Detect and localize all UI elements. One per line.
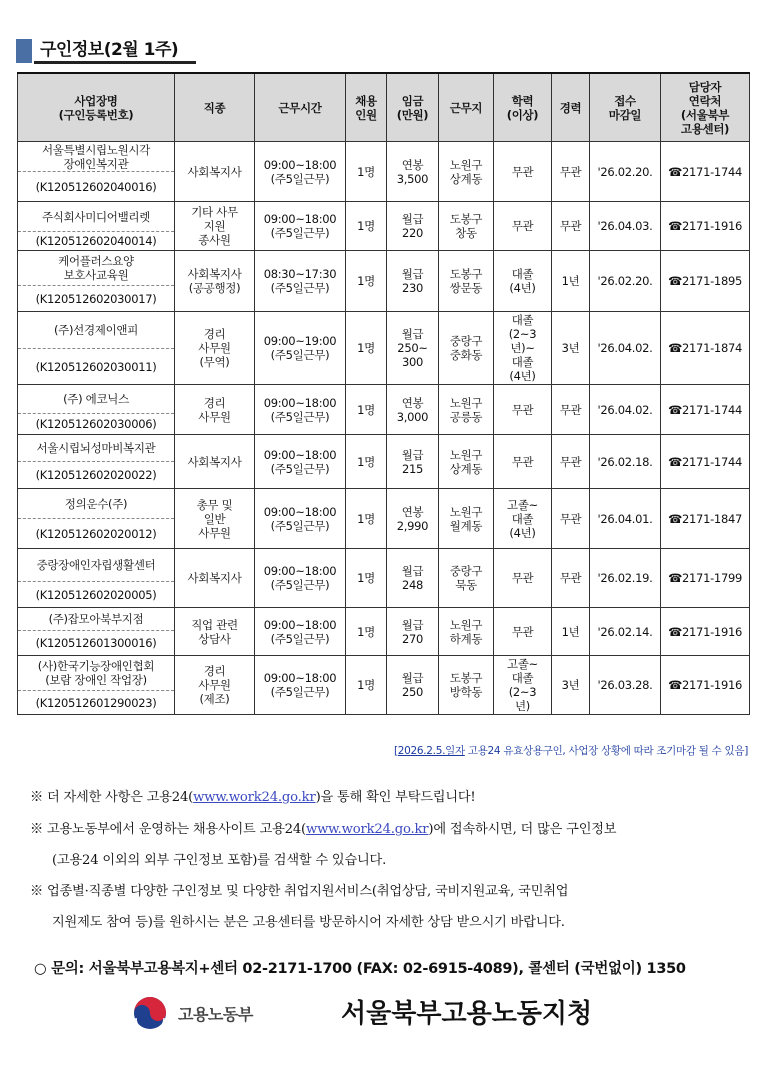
phone-icon: ☎ [667,678,683,692]
header-line: 연락처 [688,93,722,108]
cell-hire: 1명 [346,608,387,656]
phone-number: 2171-1916 [682,219,742,233]
header-line: (이상) [506,107,539,122]
phone-number: 2171-1799 [682,571,742,585]
cell-job: 사회복지사 [175,142,255,202]
table-row [18,385,750,414]
cell-hire: 1명 [346,142,387,202]
cell-career: 무관 [552,549,590,608]
info-line-1: ※ 더 자세한 사항은 고용24(www.work24.go.kr)을 통해 확인 부탁드립니다! [30,790,476,805]
cell-reg: (K120512602020022) [18,462,175,489]
cell-wage: 월급 220 [387,202,439,251]
cell-deadline: '26.04.02. [590,385,661,435]
cell-deadline: '26.02.20. [590,251,661,312]
cell-career: 무관 [552,202,590,251]
cell-edu: 고졸~ 대졸 (2~3 년) [494,656,552,715]
info-line-5: 지원제도 참여 등)를 원하시는 분은 고용센터를 방문하시어 자세한 상담 받으시기 바랍니다. [52,915,565,930]
cell-reg: (K120512602040016) [18,172,175,202]
cell-hours: 09:00~18:00 (주5일근무) [255,142,346,202]
header-deadline [590,73,661,142]
cell-loc: 노원구 월계동 [439,489,494,549]
header-job [175,73,255,142]
footnote-text: 고용24 유효상용구인, 사업장 상황에 따라 조기마감 될 수 있음] [464,745,748,757]
cell-job: 기타 사무 지원 종사원 [175,202,255,251]
cell-edu: 무관 [494,435,552,489]
phone-icon: ☎ [667,402,683,417]
header-line: 학력 [511,93,534,108]
work24-link[interactable]: www.work24.go.kr [193,790,316,805]
cell-phone [661,385,750,435]
cell-hours: 09:00~18:00 (주5일근무) [255,549,346,608]
cell-deadline: '26.04.03. [590,202,661,251]
header-line: 고용센터) [680,121,730,136]
cell-job: 사회복지사 [175,435,255,489]
cell-phone [661,656,750,715]
header-education [494,73,552,142]
table-row [18,202,750,232]
cell-deadline: '26.04.02. [590,312,661,385]
title-accent-bar [16,39,32,63]
cell-edu: 무관 [494,202,552,251]
header-contact [661,73,750,142]
cell-career: 무관 [552,385,590,435]
cell-reg: (K120512602020005) [18,582,175,608]
cell-hire: 1명 [346,549,387,608]
phone-icon: ☎ [667,511,683,526]
table-row [18,251,750,286]
phone-number: 2171-1744 [682,454,742,469]
cell-hire: 1명 [346,435,387,489]
cell-wage: 연봉 3,000 [387,385,439,435]
header-line: 마감일 [608,107,642,122]
office-name: 서울북부고용노동지청 [341,999,593,1029]
cell-hours: 09:00~18:00 (주5일근무) [255,656,346,715]
cell-phone [661,142,750,202]
header-line: (만원) [396,107,429,122]
header-hours [255,73,346,142]
cell-loc: 도봉구 쌍문동 [439,251,494,312]
cell-phone [661,608,750,656]
page-title-block [16,38,196,64]
cell-loc: 중랑구 묵동 [439,549,494,608]
work24-link[interactable]: www.work24.go.kr [305,822,429,837]
cell-name: (주) 에코닉스 [18,385,175,414]
cell-career: 1년 [552,608,590,656]
cell-job: 총무 및 일반 사무원 [175,489,255,549]
header-line: (서울북부 [680,107,730,122]
table-row [18,435,750,462]
phone-number: 2171-1744 [682,402,742,417]
info-line-4: ※ 업종별·직종별 다양한 구인정보 및 다양한 취업지원서비스(취업상담, 국비지원교육, 국민취업 [30,884,569,899]
cell-reg: (K120512602030011) [18,349,175,385]
cell-reg: (K120512602020012) [18,519,175,549]
info-line-3: (고용24 이외의 외부 구인정보 포함)를 검색할 수 있습니다. [52,853,387,868]
header-line: 경력 [559,100,582,115]
cell-edu: 무관 [494,385,552,435]
header-location [439,73,494,142]
table-row [18,608,750,631]
cell-reg: (K120512601300016) [18,631,175,656]
cell-wage: 월급 270 [387,608,439,656]
cell-job: 경리 사무원 [175,385,255,435]
header-line: 직종 [203,100,226,115]
cell-phone [661,202,750,251]
cell-reg: (K120512601290023) [18,691,175,715]
cell-edu: 대졸 (4년) [494,251,552,312]
cell-phone [661,251,750,312]
cell-loc: 노원구 상계동 [439,435,494,489]
cell-career: 무관 [552,489,590,549]
cell-hours: 09:00~19:00 (주5일근무) [255,312,346,385]
table-row [18,142,750,172]
cell-edu: 고졸~ 대졸 (4년) [494,489,552,549]
cell-deadline: '26.04.01. [590,489,661,549]
cell-deadline: '26.02.19. [590,549,661,608]
phone-icon: ☎ [667,341,683,355]
phone-icon: ☎ [667,274,683,288]
phone-icon: ☎ [667,219,683,233]
table-row [18,656,750,691]
cell-phone [661,312,750,385]
cell-career: 3년 [552,656,590,715]
cell-hours: 09:00~18:00 (주5일근무) [255,202,346,251]
header-line: 사업장명 [74,93,118,108]
cell-name: (사)한국기능장애인협회 (보람 장애인 작업장) [18,656,175,691]
cell-phone [661,489,750,549]
cell-phone [661,435,750,489]
cell-wage: 월급 248 [387,549,439,608]
cell-hire: 1명 [346,489,387,549]
cell-career: 3년 [552,312,590,385]
cell-name: 주식회사미디어밸리렛 [18,202,175,232]
phone-number: 2171-1847 [682,511,742,526]
cell-edu: 무관 [494,549,552,608]
ministry-name: 고용노동부 [178,1005,253,1024]
cell-edu: 무관 [494,608,552,656]
cell-name: 서울특별시립노원시각 장애인복지관 [18,142,175,172]
header-wage [387,73,439,142]
cell-hours: 09:00~18:00 (주5일근무) [255,489,346,549]
cell-job: 직업 관련 상담사 [175,608,255,656]
cell-loc: 도봉구 창동 [439,202,494,251]
header-line: 근무시간 [278,100,322,115]
cell-hire: 1명 [346,656,387,715]
phone-number: 2171-1895 [682,274,742,288]
header-line: 인원 [355,107,377,122]
header-line: (구인등록번호) [58,107,134,122]
cell-edu: 대졸 (2~3 년)~ 대졸 (4년) [494,312,552,385]
cell-job: 경리 사무원 (제조) [175,656,255,715]
cell-deadline: '26.02.18. [590,435,661,489]
job-listings-table [17,72,750,715]
cell-loc: 노원구 하계동 [439,608,494,656]
phone-number: 2171-1744 [682,164,742,179]
cell-deadline: '26.03.28. [590,656,661,715]
cell-phone [661,549,750,608]
cell-wage: 연봉 3,500 [387,142,439,202]
cell-career: 1년 [552,251,590,312]
table-row [18,489,750,519]
header-line: 근무지 [449,100,483,115]
cell-job: 사회복지사 (공공행정) [175,251,255,312]
phone-icon: ☎ [667,454,683,469]
cell-wage: 월급 215 [387,435,439,489]
cell-name: 정의운수(주) [18,489,175,519]
cell-job: 경리 사무원 (무역) [175,312,255,385]
cell-wage: 월급 250~ 300 [387,312,439,385]
cell-name: 케어플러스요양 보호사교육원 [18,251,175,286]
header-line: 담당자 [688,79,722,94]
cell-loc: 노원구 상계동 [439,142,494,202]
cell-loc: 노원구 공릉동 [439,385,494,435]
cell-name: (주)잡모아북부지점 [18,608,175,631]
phone-icon: ☎ [667,571,683,585]
cell-reg: (K120512602030017) [18,286,175,312]
header-line: 임금 [401,93,424,108]
cell-name: 중랑장애인자립생활센터 [18,549,175,582]
cell-job: 사회복지사 [175,549,255,608]
phone-icon: ☎ [667,624,683,639]
cell-hire: 1명 [346,251,387,312]
table-header-row [18,73,750,142]
info-line-2: ※ 고용노동부에서 운영하는 채용사이트 고용24(www.work24.go.kr)에 접속하시면, 더 많은 구인정보 [30,822,617,837]
cell-hours: 09:00~18:00 (주5일근무) [255,608,346,656]
cell-loc: 중랑구 중화동 [439,312,494,385]
cell-wage: 연봉 2,990 [387,489,439,549]
cell-wage: 월급 250 [387,656,439,715]
cell-hire: 1명 [346,385,387,435]
header-career [552,73,590,142]
cell-hire: 1명 [346,312,387,385]
cell-name: 서울시립뇌성마비복지관 [18,435,175,462]
cell-career: 무관 [552,142,590,202]
cell-wage: 월급 230 [387,251,439,312]
header-line: 접수 [614,93,636,108]
phone-number: 2171-1916 [682,624,742,639]
cell-hours: 09:00~18:00 (주5일근무) [255,435,346,489]
cell-edu: 무관 [494,142,552,202]
cell-hours: 09:00~18:00 (주5일근무) [255,385,346,435]
page-title: 구인정보(2월 1주) [34,39,196,64]
cell-hours: 08:30~17:30 (주5일근무) [255,251,346,312]
footnote-date: 2026.2.5.일자 [397,745,465,757]
cell-loc: 도봉구 방학동 [439,656,494,715]
header-line: 채용 [355,93,377,108]
cell-deadline: '26.02.14. [590,608,661,656]
phone-number: 2171-1916 [682,678,742,692]
cell-deadline: '26.02.20. [590,142,661,202]
table-row [18,549,750,582]
cell-career: 무관 [552,435,590,489]
footnote-bracket: [ [393,745,398,757]
table-row [18,312,750,349]
cell-hire: 1명 [346,202,387,251]
phone-icon: ☎ [667,164,683,179]
header-company [18,73,175,142]
cell-reg: (K120512602030006) [18,414,175,435]
header-hire [346,73,387,142]
contact-info: ○ 문의: 서울북부고용복지+센터 02-2171-1700 (FAX: 02-6915-4089), 콜센터 (국번없이) 1350 [34,961,686,977]
cell-reg: (K120512602040014) [18,232,175,251]
footnote [394,743,748,758]
phone-number: 2171-1874 [682,341,742,355]
cell-name: (주)선경제이앤피 [18,312,175,349]
ministry-logo-icon [133,996,167,1030]
